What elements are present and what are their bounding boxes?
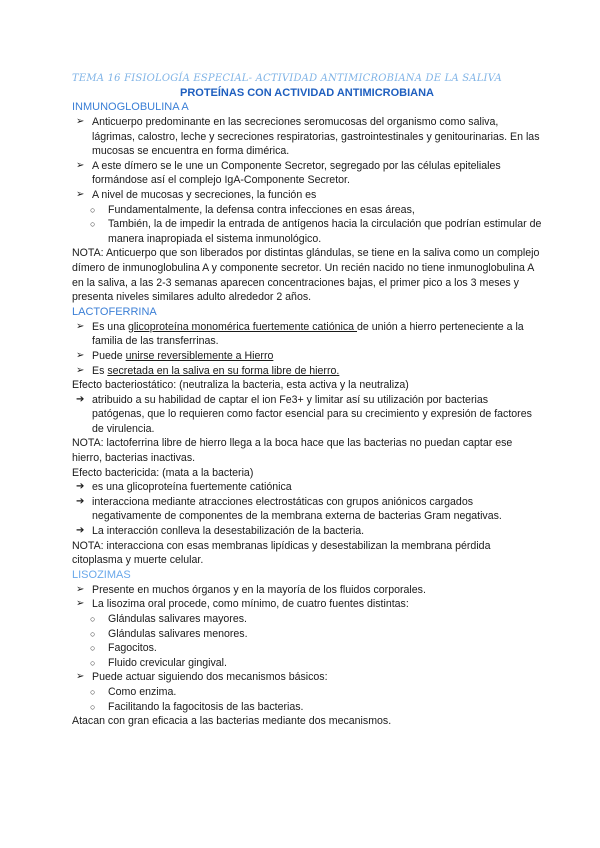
- efecto-label: Efecto bactericida: (mata a la bacteria): [72, 466, 254, 479]
- list-item: ➢ Puede actuar siguiendo dos mecanismos básicos:: [76, 671, 328, 684]
- circle-bullet-icon: ○: [90, 614, 96, 624]
- circle-bullet-icon: ○: [90, 628, 96, 639]
- section-heading-lisozimas: LISOZIMAS: [72, 568, 131, 581]
- efecto-label: Efecto bacteriostático: (neutraliza la bacteria, esta activa y la neutraliza): [72, 379, 409, 392]
- nota-paragraph: NOTA: interacciona con esas membranas lipídicas y desestabilizan la membrana pérdida citoplasma y muerte celular.: [72, 539, 491, 567]
- arrow-bullet-icon: ➢: [76, 159, 85, 171]
- circle-bullet-icon: ○: [90, 219, 96, 230]
- circle-bullet-icon: ○: [90, 204, 96, 215]
- arrow-bullet-icon: ➢: [76, 188, 85, 200]
- sub-list-item: ○ Fagocitos.: [90, 642, 157, 655]
- list-item: ➔ La interacción conlleva la desestabilización de la bacteria.: [76, 525, 365, 538]
- list-item: ➢ Es una glicoproteína monomérica fuertemente catiónica de unión a hierro perteneciente a la familia de las transferrinas.: [76, 320, 524, 348]
- circle-bullet-icon: ○: [90, 701, 96, 712]
- arrow-bullet-icon: ➔: [76, 525, 85, 537]
- section-heading-inmunoglobulina: INMUNOGLOBULINA A: [72, 101, 189, 113]
- arrow-bullet-icon: ➔: [76, 481, 85, 493]
- tema-header: TEMA 16 FISIOLOGÍA ESPECIAL- ACTIVIDAD ANTIMICROBIANA DE LA SALIVA: [72, 73, 502, 84]
- sub-list-item: ○ Glándulas salivares mayores.: [90, 613, 247, 625]
- circle-bullet-icon: ○: [90, 643, 96, 654]
- sub-list-item: ○ También, la de impedir la entrada de antígenos hacia la circulación que podrían estimular de manera inapropiada el sistema inmunológico.: [90, 218, 542, 245]
- arrow-bullet-icon: ➔: [76, 495, 85, 507]
- arrow-bullet-icon: ➔: [76, 393, 85, 405]
- list-item: ➢ A este dímero se le une un Componente Secretor, segregado por las células epiteliales formándose así el complejo IgA-Componente Secretor.: [76, 159, 501, 187]
- sub-list-item: ○ Como enzima.: [90, 685, 177, 698]
- list-item: ➢ Es secretada en la saliva en su forma libre de hierro.: [76, 364, 340, 377]
- arrow-bullet-icon: ➢: [76, 364, 85, 376]
- list-item: ➢ Presente en muchos órganos y en la mayoría de los fluidos corporales.: [76, 583, 426, 596]
- list-item: ➢ Puede unirse reversiblemente a Hierro: [76, 349, 274, 362]
- list-item: ➔ interacciona mediante atracciones electrostáticas con grupos aniónicos cargados negativamente de componentes de la membrana externa de bacterias Gram negativas.: [76, 495, 502, 523]
- sub-list-item: ○ Glándulas salivares menores.: [90, 627, 248, 640]
- nota-paragraph: NOTA: lactoferrina libre de hierro llega a la boca hace que las bacterias no puedan captar ese hierro, bacterias inactivas.: [72, 437, 513, 465]
- list-item: ➔ es una glicoproteína fuertemente catiónica: [76, 481, 292, 494]
- list-item: ➢ Anticuerpo predominante en las secreciones seromucosas del organismo como saliva, lágrimas, calostro, leche y secreciones respiratorias, gastrointestinales y genitourinarias. En las mucosas se encuentra en forma dimérica.: [76, 116, 540, 158]
- list-item: ➢ A nivel de mucosas y secreciones, la función es: [76, 188, 317, 201]
- sub-list-item: ○ Fluido crevicular gingival.: [90, 656, 227, 669]
- document-page: [72, 72, 542, 729]
- section-heading-lactoferrina: LACTOFERRINA: [72, 305, 157, 318]
- arrow-bullet-icon: ➢: [76, 116, 85, 127]
- list-item: ➢ La lisozima oral procede, como mínimo, de cuatro fuentes distintas:: [76, 598, 409, 611]
- arrow-bullet-icon: ➢: [76, 583, 85, 595]
- circle-bullet-icon: ○: [90, 686, 96, 697]
- list-item: ➔ atribuido a su habilidad de captar el ion Fe3+ y limitar así su utilización por bacterias patógenas, que lo requieren como factor esencial para su crecimiento y expresión de factores de virulencia.: [76, 393, 532, 435]
- circle-bullet-icon: ○: [90, 657, 96, 668]
- closing-paragraph: Atacan con gran eficacia a las bacterias mediante dos mecanismos.: [72, 715, 392, 728]
- nota-paragraph: NOTA: Anticuerpo que son liberados por distintas glándulas, se tiene en la saliva como un complejo dímero de inmunoglobulina A y componente secretor. Un recién nacido no tiene inmunoglobulina A en la saliva, a las 2-3 semanas aparecen concentraciones bajas, el primer pico a los 3 meses y presenta niveles similares adulto alrededor 2 años.: [72, 247, 540, 304]
- arrow-bullet-icon: ➢: [76, 671, 85, 683]
- page-title: PROTEÍNAS CON ACTIVIDAD ANTIMICROBIANA: [179, 87, 434, 99]
- sub-list-item: ○ Fundamentalmente, la defensa contra infecciones en esas áreas,: [90, 203, 415, 216]
- sub-list-item: ○ Facilitando la fagocitosis de las bacterias.: [90, 700, 304, 713]
- arrow-bullet-icon: ➢: [76, 349, 85, 361]
- arrow-bullet-icon: ➢: [76, 320, 85, 332]
- arrow-bullet-icon: ➢: [76, 598, 85, 610]
